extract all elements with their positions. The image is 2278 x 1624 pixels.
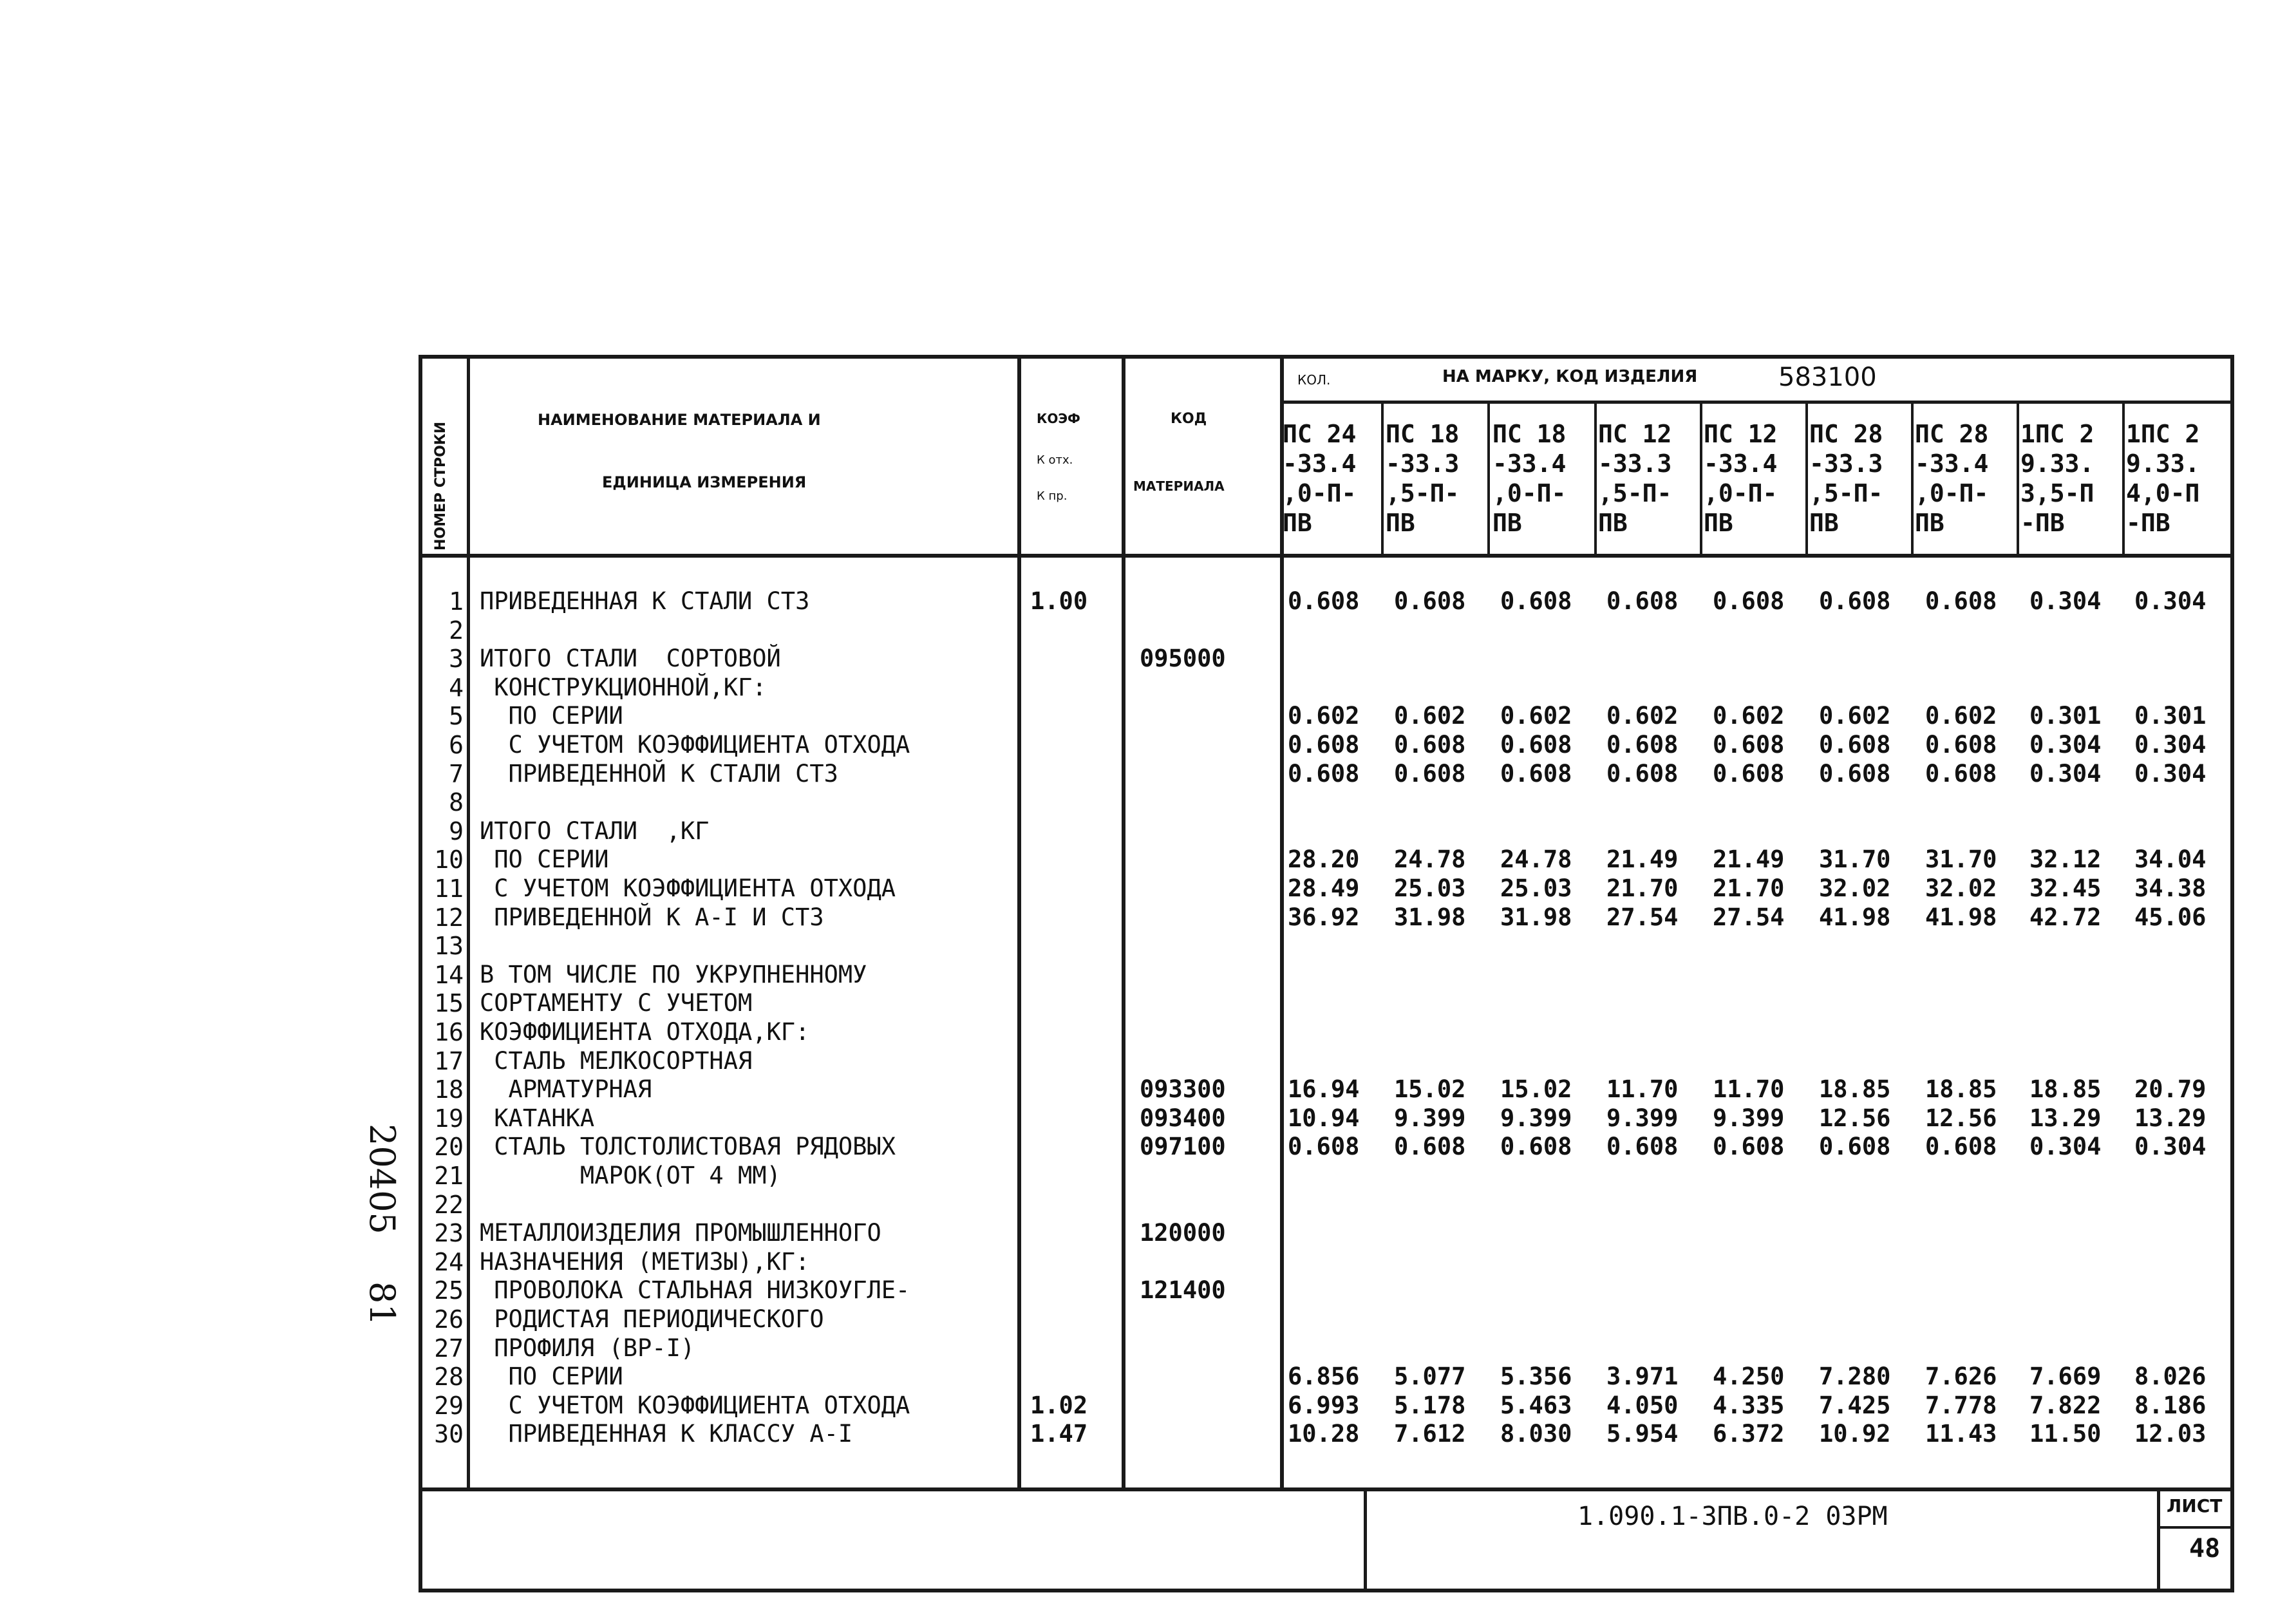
row-number: 5 [449,702,464,730]
product-column-header-line: 4,0-П [2126,479,2200,507]
row-number: 13 [434,932,464,960]
row-value: 9.399 [1394,1104,1466,1132]
product-column-header-line: ПВ [1386,509,1415,537]
row-value: 5.356 [1500,1363,1572,1390]
prod-rule-5 [1805,401,1808,558]
row-name: ПО СЕРИИ [480,702,623,730]
product-column-header-line: -33.4 [1704,449,1778,478]
row-number: 20 [434,1133,464,1161]
row-number: 26 [434,1305,464,1334]
row-value: 27.54 [1713,903,1785,931]
prod-rule-4 [1700,401,1702,558]
row-number: 16 [434,1018,464,1046]
product-column-header-line: -33.4 [1283,449,1357,478]
row-value: 0.602 [1394,702,1466,730]
row-value: 31.70 [1925,845,1997,873]
row-value: 0.608 [1288,760,1360,788]
row-value: 0.304 [2029,1133,2102,1160]
product-column-header-line: 9.33. [2126,449,2200,478]
row-value: 0.608 [1288,587,1360,615]
row-number-header: НОМЕР СТРОКИ [433,421,449,551]
coef-header-1: КОЭФ [1037,411,1080,426]
row-name: В ТОМ ЧИСЛЕ ПО УКРУПНЕННОМУ [480,961,867,988]
inventory-number: 20405 [362,1124,402,1234]
row-material-code: 095000 [1140,645,1226,672]
col-rule-name [1017,355,1021,1489]
footer-rule-2 [2157,1489,2160,1592]
product-column-header-line: ,5-П- [1386,479,1460,507]
frame-left [419,355,422,1592]
row-value: 0.304 [2134,587,2207,615]
row-value: 24.78 [1394,845,1466,873]
row-value: 28.20 [1288,845,1360,873]
row-value: 9.399 [1713,1104,1785,1132]
row-value: 0.602 [1713,702,1785,730]
row-value: 7.280 [1819,1363,1891,1390]
row-value: 0.602 [1500,702,1572,730]
row-value: 36.92 [1288,903,1360,931]
product-column-header-line: ПВ [1492,509,1522,537]
row-value: 24.78 [1500,845,1572,873]
frame-top [419,355,2234,359]
row-value: 0.608 [1394,587,1466,615]
row-value: 0.608 [1819,587,1891,615]
row-number: 2 [449,616,464,645]
row-value: 0.304 [2134,760,2207,788]
product-column-header-line: ПВ [1704,509,1733,537]
product-column-header-line: -33.3 [1386,449,1460,478]
per-mark-header: НА МАРКУ, КОД ИЗДЕЛИЯ [1442,367,1698,386]
row-value: 0.608 [1606,1133,1679,1160]
row-value: 11.50 [2029,1420,2102,1448]
row-value: 5.954 [1606,1420,1679,1448]
product-column-header-line: ,0-П- [1283,479,1357,507]
row-value: 34.38 [2134,874,2207,902]
row-number: 18 [434,1075,464,1104]
row-material-code: 093300 [1140,1075,1226,1103]
prod-rule-6 [1911,401,1914,558]
sheet-label: ЛИСТ [2167,1495,2223,1516]
row-value: 5.178 [1394,1392,1466,1419]
qty-rule [1280,401,2234,404]
row-value: 0.608 [1925,731,1997,759]
row-number: 9 [449,817,464,845]
row-name: КАТАНКА [480,1104,595,1132]
row-name: С УЧЕТОМ КОЭФФИЦИЕНТА ОТХОДА [480,1392,910,1419]
row-number: 21 [434,1162,464,1190]
product-column-header-line: ПС 24 [1283,420,1357,448]
row-material-code: 097100 [1140,1133,1226,1160]
row-value: 0.608 [1713,731,1785,759]
row-value: 0.608 [1713,587,1785,615]
row-value: 15.02 [1394,1075,1466,1103]
row-value: 0.608 [1606,731,1679,759]
prod-rule-1 [1381,401,1384,558]
coef-header-3: К пр. [1037,489,1068,503]
product-column-header-line: -33.4 [1492,449,1567,478]
row-value: 7.612 [1394,1420,1466,1448]
row-value: 0.304 [2029,587,2102,615]
prod-rule-8 [2122,401,2125,558]
row-material-code: 120000 [1140,1219,1226,1247]
row-value: 0.608 [1819,731,1891,759]
row-value: 31.98 [1500,903,1572,931]
row-name: ПРИВЕДЕННОЙ К СТАЛИ СТ3 [480,760,838,788]
row-value: 8.030 [1500,1420,1572,1448]
col-rule-coef [1122,355,1125,1489]
footer-rule-3 [2157,1526,2234,1529]
row-value: 4.335 [1713,1392,1785,1419]
row-value: 6.372 [1713,1420,1785,1448]
product-column-header-line: -33.3 [1598,449,1672,478]
page-number-side: 81 [362,1281,402,1326]
row-value: 27.54 [1606,903,1679,931]
row-name: НАЗНАЧЕНИЯ (МЕТИЗЫ),КГ: [480,1248,810,1276]
row-value: 0.608 [1500,731,1572,759]
row-number: 3 [449,645,464,673]
row-number: 14 [434,961,464,989]
row-name: ПРИВЕДЕННАЯ К КЛАССУ А-I [480,1420,853,1448]
row-name: МАРОК(ОТ 4 ММ) [480,1162,781,1189]
prod-rule-7 [2017,401,2019,558]
row-value: 25.03 [1500,874,1572,902]
row-value: 7.778 [1925,1392,1997,1419]
row-name: С УЧЕТОМ КОЭФФИЦИЕНТА ОТХОДА [480,874,896,902]
row-value: 9.399 [1500,1104,1572,1132]
row-value: 7.822 [2029,1392,2102,1419]
row-value: 7.626 [1925,1363,1997,1390]
product-column-header-line: ,0-П- [1704,479,1778,507]
row-value: 0.304 [2134,731,2207,759]
row-value: 25.03 [1394,874,1466,902]
row-value: 41.98 [1925,903,1997,931]
row-value: 42.72 [2029,903,2102,931]
row-value: 28.49 [1288,874,1360,902]
row-value: 6.993 [1288,1392,1360,1419]
row-value: 12.56 [1819,1104,1891,1132]
row-value: 0.602 [1925,702,1997,730]
row-value: 16.94 [1288,1075,1360,1103]
row-value: 0.608 [1500,1133,1572,1160]
row-value: 11.70 [1713,1075,1785,1103]
row-name: КОЭФФИЦИЕНТА ОТХОДА,КГ: [480,1018,810,1046]
row-value: 21.70 [1713,874,1785,902]
row-name: ПРОФИЛЯ (ВР-I) [480,1334,695,1362]
row-value: 0.608 [1394,1133,1466,1160]
row-coefficient: 1.47 [1030,1420,1088,1448]
row-coefficient: 1.02 [1030,1392,1088,1419]
row-value: 0.304 [2134,1133,2207,1160]
footer-rule-1 [1364,1489,1367,1592]
row-number: 30 [434,1420,464,1448]
row-value: 6.856 [1288,1363,1360,1390]
row-number: 24 [434,1248,464,1276]
row-value: 0.608 [1925,760,1997,788]
product-column-header-line: ПС 28 [1915,420,1989,448]
sheet-number: 48 [2189,1534,2221,1563]
product-column-header-line: ПВ [1915,509,1944,537]
product-column-header-line: -33.3 [1809,449,1883,478]
row-value: 32.02 [1925,874,1997,902]
row-value: 32.02 [1819,874,1891,902]
row-value: 34.04 [2134,845,2207,873]
product-column-header-line: ПС 18 [1492,420,1567,448]
row-value: 0.301 [2134,702,2207,730]
row-material-code: 121400 [1140,1276,1226,1304]
product-column-header-line: ПВ [1283,509,1312,537]
row-value: 12.03 [2134,1420,2207,1448]
row-number: 8 [449,788,464,817]
document-code: 1.090.1-3ПВ.0-2 03РМ [1577,1502,1888,1531]
product-column-header-line: -ПВ [2126,509,2170,537]
row-value: 21.49 [1606,845,1679,873]
row-name: КОНСТРУКЦИОННОЙ,КГ: [480,674,767,701]
row-value: 0.304 [2029,731,2102,759]
row-name: МЕТАЛЛОИЗДЕЛИЯ ПРОМЫШЛЕННОГО [480,1219,881,1247]
row-number: 17 [434,1047,464,1075]
row-value: 12.56 [1925,1104,1997,1132]
row-name: СОРТАМЕНТУ С УЧЕТОМ [480,989,753,1017]
row-name: С УЧЕТОМ КОЭФФИЦИЕНТА ОТХОДА [480,731,910,759]
prod-rule-2 [1487,401,1490,558]
product-column-header-line: -ПВ [2020,509,2065,537]
prod-rule-3 [1594,401,1597,558]
row-value: 0.608 [1713,760,1785,788]
row-name: ПО СЕРИИ [480,1363,623,1390]
row-value: 0.608 [1288,1133,1360,1160]
coef-header-2: К отх. [1037,453,1073,467]
row-value: 0.608 [1394,731,1466,759]
row-name: ИТОГО СТАЛИ СОРТОВОЙ [480,645,781,672]
row-value: 0.602 [1819,702,1891,730]
row-value: 0.608 [1606,587,1679,615]
row-value: 0.301 [2029,702,2102,730]
frame-bottom [419,1589,2234,1592]
row-value: 0.608 [1606,760,1679,788]
row-value: 13.29 [2029,1104,2102,1132]
code-header-1: КОД [1171,411,1207,427]
row-value: 21.49 [1713,845,1785,873]
row-number: 19 [434,1104,464,1133]
product-code: 583100 [1778,363,1877,392]
row-coefficient: 1.00 [1030,587,1088,615]
row-name: АРМАТУРНАЯ [480,1075,652,1103]
row-value: 11.70 [1606,1075,1679,1103]
row-name: СТАЛЬ МЕЛКОСОРТНАЯ [480,1047,753,1075]
row-name: ПРОВОЛОКА СТАЛЬНАЯ НИЗКОУГЛЕ- [480,1276,910,1304]
row-value: 10.94 [1288,1104,1360,1132]
row-name: СТАЛЬ ТОЛСТОЛИСТОВАЯ РЯДОВЫХ [480,1133,896,1160]
row-name: ПРИВЕДЕННАЯ К СТАЛИ СТ3 [480,587,810,615]
body-rule [419,1487,2234,1491]
product-column-header-line: ПС 12 [1598,420,1672,448]
product-column-header-line: ,5-П- [1809,479,1883,507]
row-number: 1 [449,587,464,616]
row-number: 25 [434,1276,464,1305]
name-header-line2: ЕДИНИЦА ИЗМЕРЕНИЯ [602,473,807,491]
header-rule [419,554,2234,558]
product-column-header-line: -33.4 [1915,449,1989,478]
row-value: 0.608 [1500,760,1572,788]
product-column-header-line: ,0-П- [1915,479,1989,507]
row-value: 0.608 [1925,587,1997,615]
name-header-line1: НАИМЕНОВАНИЕ МАТЕРИАЛА И [538,411,821,429]
row-value: 11.43 [1925,1420,1997,1448]
row-value: 8.186 [2134,1392,2207,1419]
row-name: ПО СЕРИИ [480,845,609,873]
row-value: 0.608 [1713,1133,1785,1160]
row-value: 0.608 [1819,1133,1891,1160]
row-value: 18.85 [1819,1075,1891,1103]
row-value: 32.45 [2029,874,2102,902]
product-column-header-line: 9.33. [2020,449,2094,478]
row-value: 7.425 [1819,1392,1891,1419]
row-number: 27 [434,1334,464,1363]
row-value: 0.608 [1500,587,1572,615]
row-number: 6 [449,731,464,759]
row-value: 15.02 [1500,1075,1572,1103]
product-column-header-line: ПС 18 [1386,420,1460,448]
row-value: 9.399 [1606,1104,1679,1132]
row-value: 5.077 [1394,1363,1466,1390]
product-column-header-line: ПВ [1598,509,1628,537]
product-column-header-line: ,5-П- [1598,479,1672,507]
row-number: 11 [434,874,464,903]
row-value: 32.12 [2029,845,2102,873]
frame-right [2230,355,2234,1592]
row-value: 8.026 [2134,1363,2207,1390]
row-number: 29 [434,1392,464,1420]
row-value: 0.304 [2029,760,2102,788]
row-value: 10.92 [1819,1420,1891,1448]
row-value: 0.608 [1925,1133,1997,1160]
product-column-header-line: 3,5-П [2020,479,2094,507]
row-value: 31.70 [1819,845,1891,873]
row-value: 3.971 [1606,1363,1679,1390]
row-value: 0.602 [1288,702,1360,730]
row-value: 20.79 [2134,1075,2207,1103]
product-column-header-line: 1ПС 2 [2020,420,2094,448]
row-number: 22 [434,1191,464,1219]
row-value: 18.85 [2029,1075,2102,1103]
row-number: 15 [434,989,464,1017]
product-column-header-line: ПВ [1809,509,1839,537]
row-number: 7 [449,760,464,788]
row-value: 41.98 [1819,903,1891,931]
product-column-header-line: ,0-П- [1492,479,1567,507]
row-value: 4.050 [1606,1392,1679,1419]
row-number: 28 [434,1363,464,1391]
row-number: 4 [449,674,464,702]
row-material-code: 093400 [1140,1104,1226,1132]
row-value: 0.602 [1606,702,1679,730]
row-value: 21.70 [1606,874,1679,902]
qty-header: КОЛ. [1297,372,1331,388]
row-number: 10 [434,845,464,874]
row-value: 31.98 [1394,903,1466,931]
row-value: 0.608 [1288,731,1360,759]
code-header-2: МАТЕРИАЛА [1133,478,1225,494]
row-value: 0.608 [1819,760,1891,788]
row-name: РОДИСТАЯ ПЕРИОДИЧЕСКОГО [480,1305,824,1333]
row-value: 4.250 [1713,1363,1785,1390]
row-name: ПРИВЕДЕННОЙ К А-I И СТ3 [480,903,824,931]
product-column-header-line: ПС 12 [1704,420,1778,448]
product-column-header-line: 1ПС 2 [2126,420,2200,448]
row-value: 10.28 [1288,1420,1360,1448]
row-value: 0.608 [1394,760,1466,788]
product-column-header-line: ПС 28 [1809,420,1883,448]
row-value: 7.669 [2029,1363,2102,1390]
row-value: 13.29 [2134,1104,2207,1132]
row-number: 12 [434,903,464,932]
row-value: 45.06 [2134,903,2207,931]
row-value: 5.463 [1500,1392,1572,1419]
row-name: ИТОГО СТАЛИ ,КГ [480,817,710,845]
row-number: 23 [434,1219,464,1247]
col-rule-num [467,355,470,1489]
row-value: 18.85 [1925,1075,1997,1103]
